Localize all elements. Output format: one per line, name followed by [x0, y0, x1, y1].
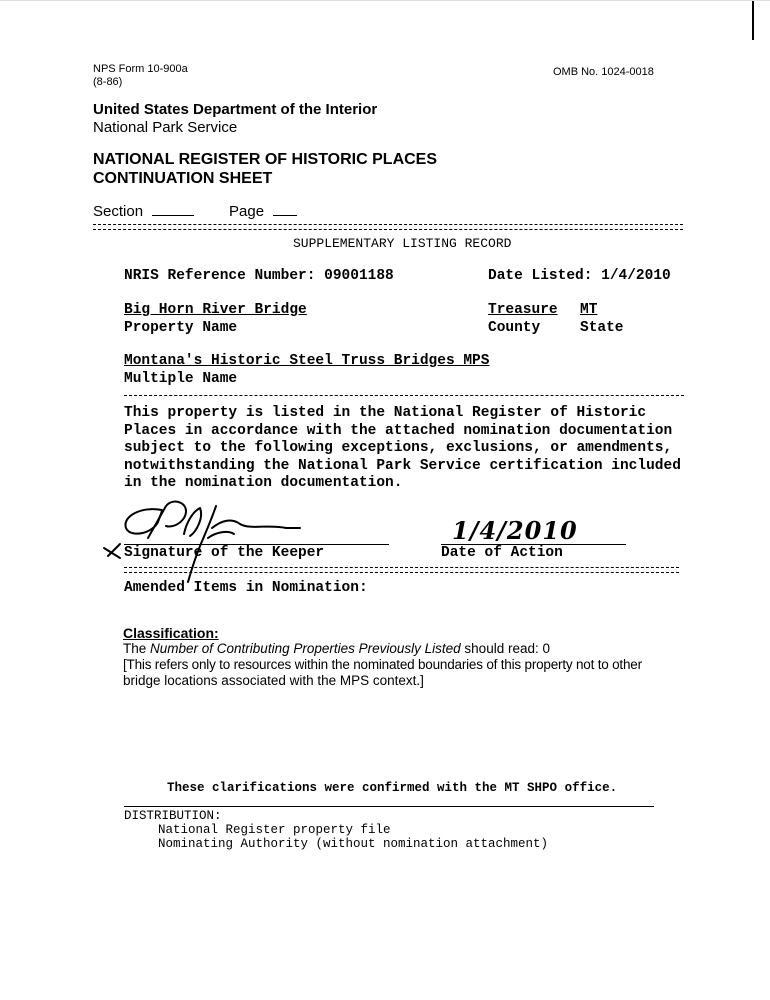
page-title-line2: CONTINUATION SHEET: [93, 170, 273, 187]
form-date: (8-86): [93, 76, 123, 88]
classification-line3: bridge locations associated with the MPS context.]: [123, 673, 424, 688]
multiple-name-label: Multiple Name: [124, 371, 238, 387]
date-of-action-handwritten: 1/4/2010: [452, 516, 578, 545]
classification-suffix: should read: 0: [460, 641, 550, 656]
signature-label: Signature of the Keeper: [124, 545, 325, 561]
property-name-label: Property Name: [124, 320, 238, 336]
nris-label: NRIS Reference Number:: [124, 268, 316, 284]
dashed-divider: [124, 395, 684, 396]
double-rule-2-top: [124, 567, 679, 568]
state-value: MT: [580, 302, 598, 318]
double-rule-2-bottom: [124, 572, 679, 573]
date-listed-label: Date Listed:: [488, 268, 593, 284]
section-field: [93, 203, 194, 220]
amended-items-label: Amended Items in Nomination:: [124, 580, 368, 596]
distribution-item: National Register property file: [158, 823, 391, 837]
scan-edge-mark: [752, 0, 754, 40]
date-listed: [488, 268, 671, 284]
statement-line: Places in accordance with the attached nomination documentation: [124, 422, 673, 439]
statement-line: in the nomination documentation.: [124, 475, 403, 491]
distribution-rule: [124, 806, 654, 807]
distribution-item: Nominating Authority (without nomination attachment): [158, 837, 549, 851]
date-of-action-label: Date of Action: [441, 545, 563, 561]
classification-line2: [This refers only to resources within the nominated boundaries of this property not to other: [123, 657, 642, 672]
property-name-value: Big Horn River Bridge: [124, 302, 307, 318]
double-rule-bottom: [93, 229, 683, 230]
classification-italic: Number of Contributing Properties Previously Listed: [150, 641, 461, 656]
scan-edge-mark: [0, 0, 770, 1]
page-label: Page: [229, 203, 265, 220]
date-listed-value: 1/4/2010: [601, 268, 671, 284]
statement-line: notwithstanding the National Park Service certification included: [124, 457, 681, 474]
listing-statement: [124, 405, 681, 493]
section-label: Section: [93, 203, 144, 220]
classification-heading: Classification:: [123, 625, 219, 641]
page-blank: [273, 203, 297, 216]
classification-line1: [123, 641, 550, 656]
double-rule-top: [93, 224, 683, 225]
county-label: County: [488, 320, 541, 336]
county-value: Treasure: [488, 302, 558, 318]
omb-number: OMB No. 1024-0018: [553, 66, 654, 78]
nris-value: 09001188: [324, 268, 394, 284]
form-number: NPS Form 10-900a: [93, 63, 188, 75]
clarification-note: These clarifications were confirmed with the MT SHPO office.: [167, 781, 618, 795]
page-field: [229, 203, 297, 220]
statement-line: This property is listed in the National Register of Historic: [124, 405, 647, 421]
nris-reference: [124, 268, 394, 284]
classification-prefix: The: [123, 641, 151, 656]
page-title-line1: NATIONAL REGISTER OF HISTORIC PLACES: [93, 151, 438, 168]
distribution-label: DISTRIBUTION:: [124, 809, 222, 823]
statement-line: subject to the following exceptions, exclusions, or amendments,: [124, 440, 673, 456]
multiple-name-value: Montana's Historic Steel Truss Bridges MPS: [124, 353, 490, 369]
record-heading: SUPPLEMENTARY LISTING RECORD: [293, 236, 512, 251]
section-blank: [152, 203, 194, 216]
department-name: United States Department of the Interior: [93, 101, 378, 118]
state-label: State: [580, 320, 624, 336]
agency-name: National Park Service: [93, 119, 238, 136]
